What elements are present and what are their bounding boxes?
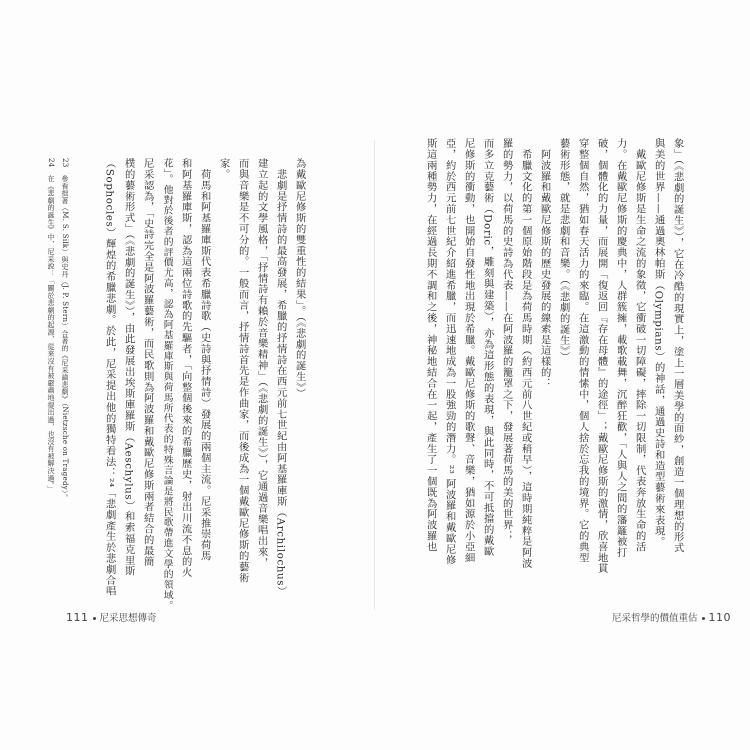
text-line: 花」。他對於後者的評價尤高，認為阿基羅庫斯與荷馬所代表的特殊言論是將民歌帶進文學的領域。 xyxy=(161,158,173,611)
text-line: 戴歐尼修斯是生命之流的象徵，它衝破一切障礙，摔除一切限制，代表奔放生命的活 xyxy=(633,138,646,553)
folio-right xyxy=(612,610,731,624)
text-line: 與美的世界——通過奧林帕斯（Olympians）的神話，通過史詩和造型藝術來表現。 xyxy=(652,138,665,548)
text-line: 而多立克藝術（Doric，雕刻與建築），亦為這形態的表現，與此同時，不可抵擋的戴歐 xyxy=(481,138,494,557)
text-line: 家。 xyxy=(217,158,230,180)
running-header: 尼采思想傳奇 xyxy=(99,613,157,624)
text-line: 建立起的文學風格，「抒情詩有賴於音樂精神」（《悲劇的誕生》），它通過音樂唱出來， xyxy=(255,158,268,569)
text-line: 羅的勢力，以荷馬的史詩為代表——在阿波羅的籠罩之下，發展著荷馬的美的世界； xyxy=(500,138,513,542)
page-number: 110 xyxy=(708,611,732,624)
bullet-icon xyxy=(93,617,96,620)
text-line: 尼采認為，「史詩完全是阿波羅藝術，而民歌則為阿波羅和戴歐尼修斯兩者結合的最簡 xyxy=(141,158,154,568)
running-header: 尼采哲學的價值重估 xyxy=(612,613,698,624)
gutter-divider xyxy=(374,140,375,610)
page-number: 111 xyxy=(66,611,89,624)
text-line: 為戴歐尼修斯的雙重性的結果」。（《悲劇的誕生》） xyxy=(293,158,306,399)
footnote: 24 在《悲劇的誕生》中，尼采說：「關於悲劇的起源，從來沒有被嚴肅地提出過，也沒有被解決過。」 xyxy=(47,158,55,493)
text-line: 和阿基羅庫斯，認為這兩位詩歌的先驅者，「向整個後來的希臘歷史，射出川流不息的火 xyxy=(179,158,192,578)
text-line: 象」（《悲劇的誕生》），它在冷酷的現實上，塗上一層美學的面紗，創造一個理想的形式 xyxy=(671,138,684,554)
text-line: 穿整個自然，猶如春天活力的來臨。在這激動的情愫中，個人捨於忘我的境界。它的典型 xyxy=(576,138,589,564)
text-line: 樸的藝術形式」（《悲劇的誕生》），由此發展出埃斯庫羅斯（Aeschylus）和索福克里斯 xyxy=(122,158,135,577)
text-line: 荷馬和阿基羅庫斯代表希臘詩歌（史詩與抒情詩）發展的兩個主流。尼采推崇荷馬 xyxy=(198,158,211,562)
footnote: 23 參看拙著（M. S. Silk）與史丹（J. P. Stern）合著的《尼采論悲劇》（Nietzsche on Tragedy）。 xyxy=(61,158,69,502)
bullet-icon xyxy=(702,617,705,620)
text-line: 希臘文化的第一個原始階段是為荷馬時期（約西元前八世紀或稍早），這時期純粹是阿波 xyxy=(519,138,532,569)
text-line: （Sophocles）輝煌的希臘悲劇。於此，尼采提出他的獨特看法：²⁴「悲劇產生於悲劇合唱 xyxy=(103,158,116,597)
text-line: 悲劇是抒情詩的最高發展，希臘的抒情詩在西元前七世紀由阿基羅庫斯（Archilochus） xyxy=(274,158,287,598)
text-line: 尼修斯的衝動，也開始自發性地出現於希臘。戴歐尼修斯的歌聲、音樂，猶如源於小亞細 xyxy=(462,138,475,564)
folio-left xyxy=(66,610,157,624)
text-line: 藝術形態，就是悲劇和音樂。（《悲劇的誕生》） xyxy=(557,138,570,363)
text-line: 亞，約於西元前七世紀介紹進希臘，而迅速地成為一股強勁的潛力。²³ 阿波羅和戴歐尼修 xyxy=(443,138,456,566)
text-line: 斯這兩種勢力，在經過長期不調和之後，神秘地結合在一起，產生了一個既為阿波羅也 xyxy=(424,138,437,553)
text-line: 而與音樂是不可分的。一般而言，抒情詩首先是作曲家，而後成為一個戴歐尼修斯的藝術 xyxy=(236,158,249,584)
text-line: 阿波羅和戴歐尼修斯的歷史發展的線索是這樣的： xyxy=(538,138,551,389)
text-line: 破，個體化的力量，而展開「復返回『存在母體』的途徑」；戴歐尼修斯的激情，欣喜地貫 xyxy=(595,138,608,574)
text-line: 力。在戴歐尼修斯的慶典中，人群簇擁，載歌載舞，沉醉狂歡，「人與人之間的籓籬被打 xyxy=(614,138,627,558)
